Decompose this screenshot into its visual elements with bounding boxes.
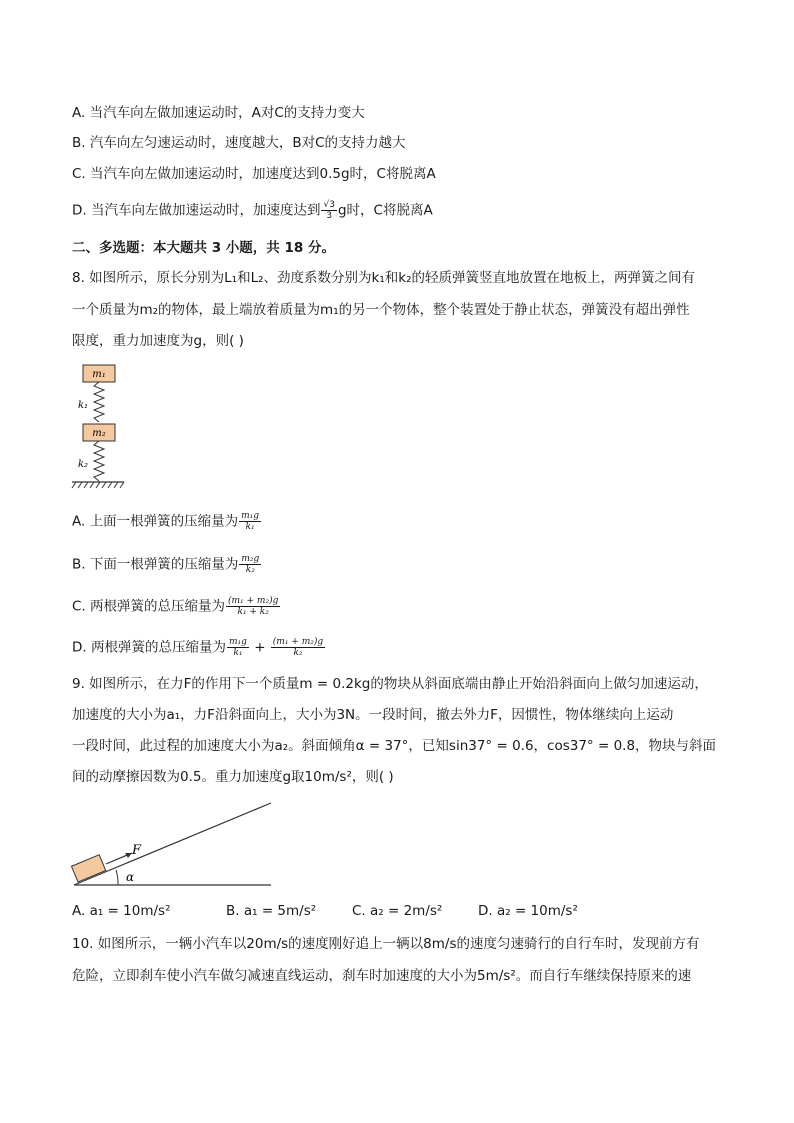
q9-option-c: C. a₂ = 2m/s² (352, 903, 443, 919)
fraction-denominator: 3 (326, 211, 333, 221)
q9-stem-line2: 加速度的大小为a₁，力F沿斜面向上，大小为3N。一段时间，撤去外力F，因惯性，物体继续向上运动 (72, 707, 674, 723)
q8-option-a-prefix: A. 上面一根弹簧的压缩量为 (72, 513, 239, 530)
q9-stem-line3: 一段时间，此过程的加速度大小为a₂。斜面倾角α = 37°，已知sin37° = 0.6，cos37° = 0.8，物块与斜面 (72, 738, 717, 754)
q8-option-c-prefix: C. 两根弹簧的总压缩量为 (72, 598, 226, 615)
fraction-numerator: (m₁ + m₂)g (272, 637, 324, 647)
fraction-numerator: m₂g (241, 554, 260, 564)
q10-stem-line1: 10. 如图所示，一辆小汽车以20m/s的速度刚好追上一辆以8m/s的速度匀速骑行的自行车时，发现前方有 (72, 936, 700, 952)
q8-option-a-fraction (239, 511, 261, 532)
section-heading: 二、多选题：本大题共 3 小题，共 18 分。 (72, 240, 335, 256)
angle-arc (116, 870, 118, 885)
q8-option-c (72, 596, 281, 617)
q7-option-a: A. 当汽车向左做加速运动时，A对C的支持力变大 (72, 105, 365, 121)
plus-sign: + (254, 639, 266, 656)
fraction-denominator: k₂ (245, 565, 255, 575)
q7-option-b: B. 汽车向左匀速运动时，速度越大，B对C的支持力越大 (72, 135, 406, 151)
q9-option-b: B. a₁ = 5m/s² (226, 903, 317, 919)
spring-k1 (94, 382, 104, 422)
fraction-numerator: m₁g (241, 511, 259, 521)
q9-option-a: A. a₁ = 10m/s² (72, 903, 171, 919)
angle-label: α (126, 870, 135, 884)
q8-option-d-prefix: D. 两根弹簧的总压缩量为 (72, 639, 226, 656)
q8-spring-figure (70, 362, 130, 492)
mass-m1-label: m₁ (92, 369, 106, 380)
q7-option-d-fraction (321, 200, 336, 221)
fraction-denominator: k₁ (233, 648, 243, 658)
spring-k2 (94, 441, 104, 481)
q7-option-d-prefix: D. 当汽车向左做加速运动时，加速度达到 (72, 202, 321, 219)
q8-option-b (72, 554, 262, 575)
fraction-denominator: k₁ + k₂ (237, 607, 269, 617)
spring-k2-label: k₂ (78, 459, 89, 470)
mass-m2-label: m₂ (92, 428, 106, 439)
q8-option-b-fraction (239, 554, 261, 575)
q8-option-d (72, 637, 326, 658)
q8-stem-line2: 一个质量为m₂的物体，最上端放着质量为m₁的另一个物体，整个装置处于静止状态，弹簧没有超出弹性 (72, 302, 690, 318)
q8-option-c-fraction (226, 596, 280, 617)
q8-option-a (72, 511, 262, 532)
force-label: F (132, 843, 142, 858)
fraction-numerator: m₁g (228, 637, 247, 647)
q7-option-d-suffix: g时，C将脱离A (337, 202, 433, 219)
fraction-numerator: (m₁ + m₂)g (228, 596, 279, 606)
incline-line (74, 803, 271, 885)
q7-option-c: C. 当汽车向左做加速运动时，加速度达到0.5g时，C将脱离A (72, 166, 436, 182)
block (71, 855, 105, 882)
q8-option-d-fraction-2 (271, 637, 325, 658)
q7-option-d (72, 200, 433, 221)
q8-stem-line1: 8. 如图所示，原长分别为L₁和L₂、劲度系数分别为k₁和k₂的轻质弹簧竖直地放置在地板上，两弹簧之间有 (72, 270, 695, 286)
q8-option-b-prefix: B. 下面一根弹簧的压缩量为 (72, 556, 239, 573)
floor-hatching (72, 482, 124, 488)
q9-incline-figure (70, 800, 280, 890)
q9-stem-line4: 间的动摩擦因数为0.5。重力加速度g取10m/s²，则( ) (72, 769, 394, 785)
q10-stem-line2: 危险，立即刹车使小汽车做匀减速直线运动，刹车时加速度的大小为5m/s²。而自行车继续保持原来的速 (72, 968, 692, 984)
q8-option-d-fraction-1 (227, 637, 249, 658)
fraction-numerator: √3 (323, 200, 335, 210)
spring-k1-label: k₁ (78, 400, 89, 411)
fraction-denominator: k₁ (245, 522, 255, 532)
q9-option-d: D. a₂ = 10m/s² (478, 903, 578, 919)
fraction-denominator: k₂ (293, 648, 303, 658)
q8-stem-line3: 限度，重力加速度为g，则( ) (72, 333, 244, 349)
q9-stem-line1: 9. 如图所示，在力F的作用下一个质量m = 0.2kg的物块从斜面底端由静止开始沿斜面向上做匀加速运动， (72, 676, 708, 692)
